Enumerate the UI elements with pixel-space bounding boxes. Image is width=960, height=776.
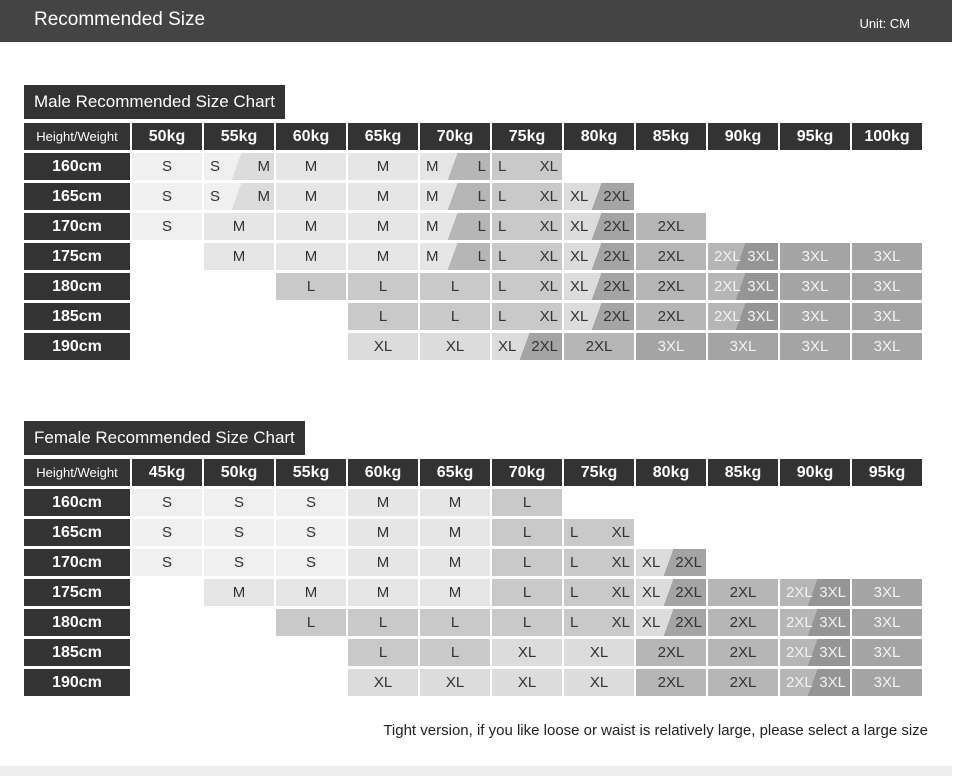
size-cell [564,303,634,330]
size-cell [636,579,706,606]
size-label-left: 2XL [786,584,813,601]
size-label-left: 2XL [786,644,813,661]
size-cell: 3XL [780,333,850,360]
size-cell: M [276,579,346,606]
size-cell: L [492,519,562,546]
size-label-left: L [498,188,507,205]
size-cell: 2XL [636,639,706,666]
size-cell: M [348,183,418,210]
size-cell: 2XL [636,669,706,696]
height-label: 175cm [24,579,130,606]
weight-header: 70kg [492,459,562,486]
size-cell [708,243,778,270]
size-cell [564,213,634,240]
header-bar [0,0,952,42]
size-cell: M [348,153,418,180]
size-label-right: L [477,248,486,265]
size-cell [780,669,850,696]
size-cell [780,579,850,606]
size-cell: M [276,153,346,180]
size-label-left: S [210,188,221,205]
height-label: 165cm [24,183,130,210]
size-cell [780,639,850,666]
size-label-right: 3XL [819,584,846,601]
size-cell [492,153,562,180]
size-cell: M [276,183,346,210]
size-cell: L [492,609,562,636]
size-cell: L [348,609,418,636]
size-cell [564,549,634,576]
size-cell: XL [420,333,490,360]
weight-header: 45kg [132,459,202,486]
size-label-right: XL [539,158,558,175]
weight-header: 80kg [636,459,706,486]
weight-header: 50kg [132,123,202,150]
size-cell [564,519,634,546]
size-cell: M [420,489,490,516]
height-label: 160cm [24,153,130,180]
weight-header: 95kg [852,459,922,486]
size-cell [564,243,634,270]
size-label-left: XL [570,188,589,205]
size-label-left: S [210,158,221,175]
weight-header: 95kg [780,123,850,150]
size-cell [564,273,634,300]
size-cell: S [132,213,202,240]
size-cell: M [420,549,490,576]
size-cell: 3XL [852,669,922,696]
size-label-left: L [498,248,507,265]
size-cell: L [420,609,490,636]
male-chart-title: Male Recommended Size Chart [24,85,285,119]
size-cell [420,153,490,180]
height-label: 175cm [24,243,130,270]
size-label-right: M [257,158,270,175]
size-label-right: L [477,218,486,235]
weight-header: 65kg [420,459,490,486]
size-label-left: L [570,614,579,631]
weight-header: 75kg [564,459,634,486]
size-cell: L [348,639,418,666]
size-label-left: M [426,248,439,265]
weight-header: 55kg [276,459,346,486]
size-label-left: M [426,218,439,235]
size-cell: M [420,579,490,606]
size-cell: 2XL [636,213,706,240]
size-cell [636,609,706,636]
size-label-left: XL [570,248,589,265]
size-cell [564,609,634,636]
size-cell: L [420,303,490,330]
size-label-left: 2XL [714,278,741,295]
weight-header: 90kg [780,459,850,486]
unit-label: Unit: CM [859,16,910,31]
size-label-right: 3XL [819,644,846,661]
size-label-right: M [257,188,270,205]
height-label: 160cm [24,489,130,516]
size-cell: M [348,489,418,516]
size-cell: S [132,519,202,546]
size-cell: S [132,489,202,516]
size-cell [420,213,490,240]
size-cell: M [348,549,418,576]
size-label-left: M [426,158,439,175]
size-cell: L [420,273,490,300]
size-cell: M [348,579,418,606]
weight-header: 60kg [348,459,418,486]
size-cell: L [492,489,562,516]
size-cell: 2XL [708,639,778,666]
size-label-left: L [570,524,579,541]
size-cell: 3XL [852,333,922,360]
size-cell: XL [348,333,418,360]
size-cell: 3XL [852,579,922,606]
size-label-left: L [570,584,579,601]
size-cell: XL [348,669,418,696]
size-label-right: XL [539,308,558,325]
size-cell [492,183,562,210]
size-cell: M [204,579,274,606]
size-cell: L [348,303,418,330]
size-cell: XL [564,669,634,696]
size-cell: M [348,213,418,240]
size-cell [420,183,490,210]
size-cell [492,273,562,300]
weight-header: 60kg [276,123,346,150]
size-cell: S [132,183,202,210]
height-label: 180cm [24,273,130,300]
size-cell [204,183,274,210]
size-label-right: 3XL [747,308,774,325]
size-cell: 3XL [852,273,922,300]
size-label-right: 3XL [819,674,846,691]
size-label-left: XL [642,554,661,571]
size-label-left: L [498,308,507,325]
weight-header: 85kg [708,459,778,486]
size-cell [780,609,850,636]
height-label: 185cm [24,303,130,330]
corner-label: Height/Weight [24,459,130,486]
size-cell: 2XL [708,579,778,606]
size-cell: L [420,639,490,666]
height-label: 190cm [24,333,130,360]
size-cell: L [492,549,562,576]
size-cell: 3XL [852,243,922,270]
size-label-left: L [570,554,579,571]
size-label-right: XL [539,248,558,265]
size-label-right: 3XL [819,614,846,631]
size-cell: 2XL [708,669,778,696]
page-title: Recommended Size [34,9,206,30]
size-cell: S [132,549,202,576]
size-label-left: XL [498,338,517,355]
size-cell: M [420,519,490,546]
female-chart-title: Female Recommended Size Chart [24,421,305,455]
size-label-right: XL [539,218,558,235]
size-cell [708,303,778,330]
size-label-left: 2XL [714,308,741,325]
size-label-right: 3XL [747,278,774,295]
size-label-left: 2XL [714,248,741,265]
size-cell [204,153,274,180]
size-cell [492,213,562,240]
size-label-left: XL [570,308,589,325]
size-label-left: L [498,158,507,175]
size-cell [492,243,562,270]
size-cell: 2XL [636,273,706,300]
size-label-right: L [477,158,486,175]
size-label-right: 3XL [747,248,774,265]
size-cell: 3XL [852,639,922,666]
size-label-right: 2XL [603,188,630,205]
height-label: 185cm [24,639,130,666]
size-cell: XL [564,639,634,666]
height-label: 165cm [24,519,130,546]
weight-header: 50kg [204,459,274,486]
corner-label: Height/Weight [24,123,130,150]
size-cell: 3XL [780,273,850,300]
size-cell: 3XL [852,609,922,636]
bottom-divider [0,766,952,776]
weight-header: 70kg [420,123,490,150]
weight-header: 55kg [204,123,274,150]
size-cell: 3XL [780,243,850,270]
size-cell: M [276,243,346,270]
size-label-right: 2XL [675,584,702,601]
size-cell: M [348,519,418,546]
size-label-right: XL [539,188,558,205]
weight-header: 90kg [708,123,778,150]
weight-header: 80kg [564,123,634,150]
size-cell: 2XL [708,609,778,636]
size-cell: 3XL [636,333,706,360]
size-cell [492,333,562,360]
size-cell: S [204,519,274,546]
size-cell: S [132,153,202,180]
size-label-right: XL [611,524,630,541]
size-cell [420,243,490,270]
size-label-right: 2XL [675,614,702,631]
height-label: 190cm [24,669,130,696]
size-cell: 3XL [708,333,778,360]
size-label-right: L [477,188,486,205]
size-cell: L [276,609,346,636]
size-cell [492,303,562,330]
weight-header: 100kg [852,123,922,150]
size-cell: L [492,579,562,606]
size-label-right: XL [611,554,630,571]
size-cell: S [204,489,274,516]
height-label: 170cm [24,549,130,576]
weight-header: 85kg [636,123,706,150]
size-cell: S [204,549,274,576]
size-label-left: L [498,278,507,295]
size-cell: S [276,519,346,546]
size-cell: 2XL [636,303,706,330]
size-label-left: XL [642,584,661,601]
size-label-right: XL [611,584,630,601]
size-label-left: 2XL [786,674,813,691]
size-label-left: L [498,218,507,235]
size-cell: XL [492,639,562,666]
height-label: 180cm [24,609,130,636]
size-cell: S [276,489,346,516]
size-label-left: 2XL [786,614,813,631]
size-cell: M [204,213,274,240]
size-cell: M [204,243,274,270]
size-label-left: XL [570,278,589,295]
size-cell [708,273,778,300]
size-label-left: XL [642,614,661,631]
weight-header: 75kg [492,123,562,150]
size-cell: XL [492,669,562,696]
size-label-right: XL [539,278,558,295]
size-cell: M [348,243,418,270]
size-cell: 2XL [564,333,634,360]
size-cell: S [276,549,346,576]
fit-note: Tight version, if you like loose or waist is relatively large, please select a large size [383,722,928,739]
size-label-right: 2XL [603,278,630,295]
size-cell: L [348,273,418,300]
weight-header: 65kg [348,123,418,150]
height-label: 170cm [24,213,130,240]
size-cell: 2XL [636,243,706,270]
size-label-left: XL [570,218,589,235]
size-label-right: 2XL [675,554,702,571]
size-cell [564,579,634,606]
size-label-right: 2XL [603,218,630,235]
size-cell [564,183,634,210]
size-label-right: 2XL [531,338,558,355]
size-cell: M [276,213,346,240]
size-label-right: XL [611,614,630,631]
size-cell: 3XL [780,303,850,330]
size-label-right: 2XL [603,248,630,265]
size-cell: 3XL [852,303,922,330]
size-cell: L [276,273,346,300]
size-cell [636,549,706,576]
size-label-right: 2XL [603,308,630,325]
size-label-left: M [426,188,439,205]
size-cell: XL [420,669,490,696]
